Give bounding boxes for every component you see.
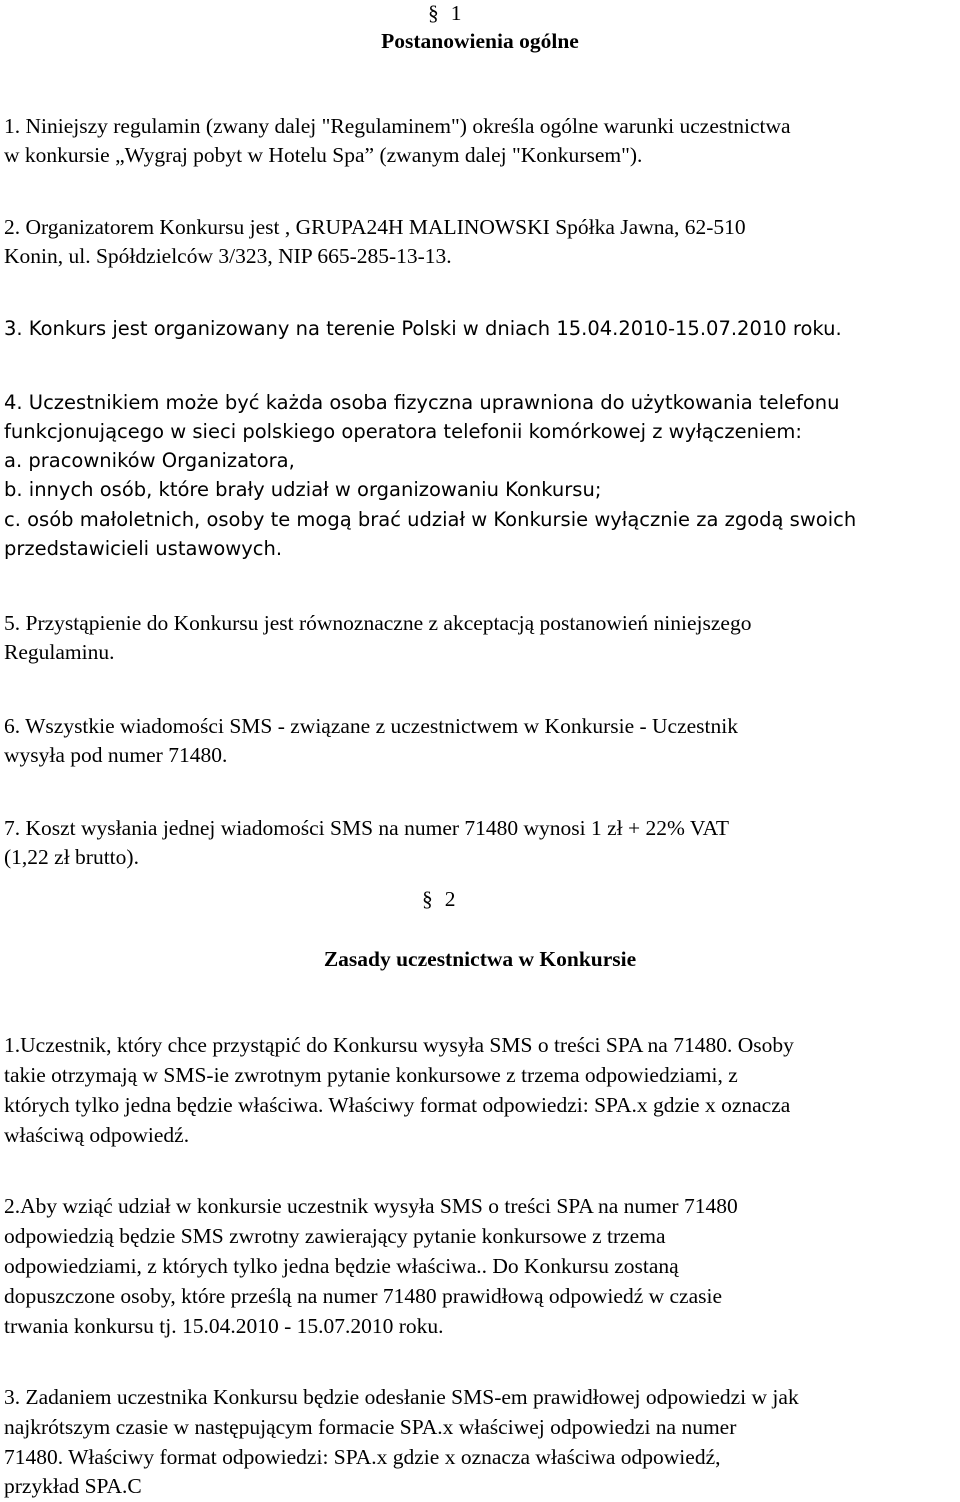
section-2-title: Zasady uczestnictwa w Konkursie: [323, 947, 637, 971]
text-line: 6. Wszystkie wiadomości SMS - związane z uczestnictwem w Konkursie - Uczestnik: [4, 714, 738, 738]
text-line: najkrótszym czasie w następującym formacie SPA.x właściwej odpowiedzi na numer: [4, 1415, 737, 1439]
text-line: 2. Organizatorem Konkursu jest , GRUPA24H MALINOWSKI Spółka Jawna, 62-510: [4, 215, 746, 239]
section-number: 2: [444, 887, 456, 911]
text-line: Konin, ul. Spółdzielców 3/323, NIP 665-285-13-13.: [4, 244, 452, 268]
text-line: b. innych osób, które brały udział w organizowaniu Konkursu;: [4, 478, 602, 501]
text-line: 7. Koszt wysłania jednej wiadomości SMS na numer 71480 wynosi 1 zł + 22% VAT: [4, 816, 729, 840]
section-2-marker: [422, 886, 456, 912]
text-line: wysyła pod numer 71480.: [4, 743, 228, 767]
section-sign: §: [428, 1, 439, 25]
text-line: dopuszczone osoby, które prześlą na numer 71480 prawidłową odpowiedź w czasie: [4, 1284, 723, 1308]
section-1-marker: [428, 0, 462, 26]
text-line: a. pracowników Organizatora,: [4, 449, 295, 472]
text-line: funkcjonującego w sieci polskiego operatora telefonii komórkowej z wyłączeniem:: [4, 420, 802, 443]
text-line: c. osób małoletnich, osoby te mogą brać udział w Konkursie wyłącznie za zgodą swoich: [4, 508, 857, 531]
text-line: 71480. Właściwy format odpowiedzi: SPA.x gdzie x oznacza właściwa odpowiedź,: [4, 1445, 721, 1469]
text-line: 2.Aby wziąć udział w konkursie uczestnik wysyła SMS o treści SPA na numer 71480: [4, 1194, 738, 1218]
text-line: w konkursie „Wygraj pobyt w Hotelu Spa” (zwanym dalej "Konkursem").: [4, 143, 643, 167]
text-line: (1,22 zł brutto).: [4, 845, 139, 869]
text-line: 3. Zadaniem uczestnika Konkursu będzie odesłanie SMS-em prawidłowej odpowiedzi w jak: [4, 1385, 799, 1409]
text-line: 3. Konkurs jest organizowany na terenie Polski w dniach 15.04.2010-15.07.2010 roku.: [4, 317, 842, 340]
text-line: właściwą odpowiedź.: [4, 1123, 190, 1147]
section-number: 1: [450, 1, 462, 25]
text-line: takie otrzymają w SMS-ie zwrotnym pytanie konkursowe z trzema odpowiedziami, z: [4, 1063, 738, 1087]
text-line: 1. Niniejszy regulamin (zwany dalej "Regulaminem") określa ogólne warunki uczestnictwa: [4, 114, 791, 138]
section-1-title: Postanowienia ogólne: [381, 29, 579, 53]
text-line: 4. Uczestnikiem może być każda osoba fizyczna uprawniona do użytkowania telefonu: [4, 391, 840, 414]
text-line: przedstawicieli ustawowych.: [4, 537, 283, 560]
text-line: odpowiedzią będzie SMS zwrotny zawierający pytanie konkursowe z trzema: [4, 1224, 666, 1248]
section-sign: §: [422, 887, 433, 911]
text-line: odpowiedziami, z których tylko jedna będzie właściwa.. Do Konkursu zostaną: [4, 1254, 679, 1278]
text-line: których tylko jedna będzie właściwa. Właściwy format odpowiedzi: SPA.x gdzie x oznacza: [4, 1093, 791, 1117]
text-line: trwania konkursu tj. 15.04.2010 - 15.07.2010 roku.: [4, 1314, 444, 1338]
text-line: 1.Uczestnik, który chce przystąpić do Konkursu wysyła SMS o treści SPA na 71480. Osoby: [4, 1033, 794, 1057]
text-line: Regulaminu.: [4, 640, 115, 664]
text-line: przykład SPA.C: [4, 1474, 142, 1498]
text-line: 5. Przystąpienie do Konkursu jest równoznaczne z akceptacją postanowień niniejszego: [4, 611, 752, 635]
